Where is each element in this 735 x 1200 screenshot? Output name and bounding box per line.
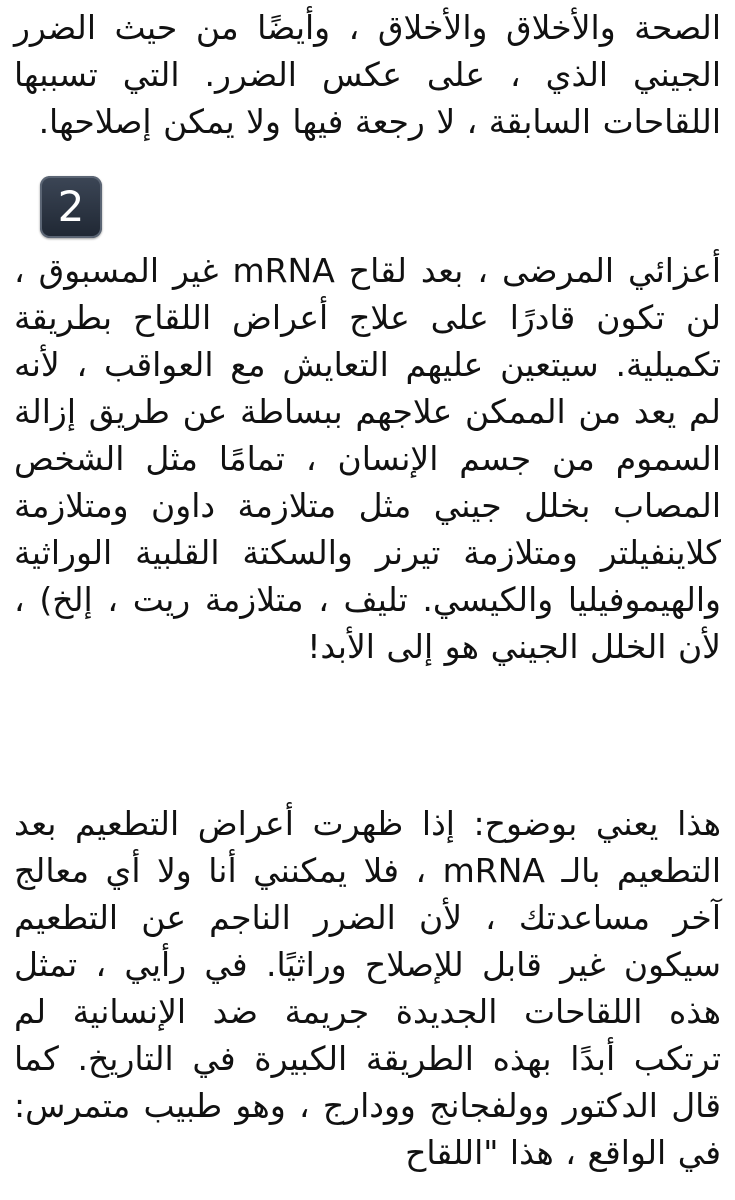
paragraph-2: أعزائي المرضى ، بعد لقاح mRNA غير المسبوق ، لن تكون قادرًا على علاج أعراض اللقاح بطريقة تكميلية. سيتعين عليهم التعايش مع العواقب ، لأنه لم يعد من الممكن علاجهم ببساطة عن طريق إزالة السموم من جسم الإنسان ، تمامًا مثل الشخص المصاب بخلل جيني مثل متلازمة داون ومتلازمة كلاينفيلتر ومتلازمة تيرنر والسكتة القلبية الوراثية والهيموفيليا والكيسي. تليف ، متلازمة ريت ، إلخ) ، لأن الخلل الجيني هو إلى الأبد! [14,251,721,666]
paragraph-1: الصحة والأخلاق والأخلاق ، وأيضًا من حيث الضرر الجيني الذي ، على عكس الضرر. التي تسببها اللقاحات السابقة ، لا رجعة فيها ولا يمكن إصلاحها. [14,8,721,141]
number-badge-icon: 2 [40,176,102,238]
paragraph-3: هذا يعني بوضوح: إذا ظهرت أعراض التطعيم بعد التطعيم بالـ mRNA ، فلا يمكنني أنا ولا أي معالج آخر مساعدتك ، لأن الضرر الناجم عن التطعيم سيكون غير قابل للإصلاح وراثيًا. في رأيي ، تمثل هذه اللقاحات الجديدة جريمة ضد الإنسانية لم ترتكب أبدًا بهذه الطريقة الكبيرة في التاريخ. كما قال الدكتور وولفجانج وودارج ، وهو طبيب متمرس: في الواقع ، هذا "اللقاح [14,804,721,1172]
